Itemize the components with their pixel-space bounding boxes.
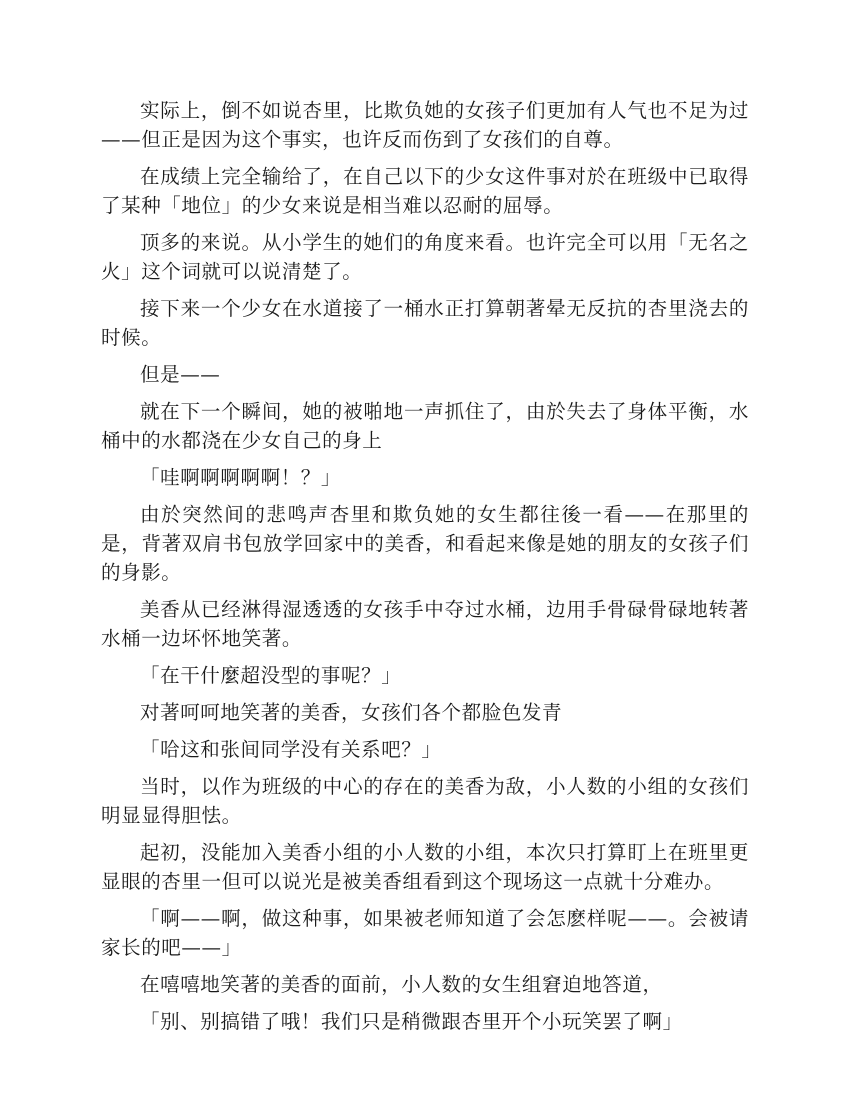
- paragraph: 「哈这和张间同学没有关系吧？」: [140, 738, 442, 761]
- paragraph: 对著呵呵地笑著的美香，女孩们各个都脸色发青: [140, 701, 563, 724]
- paragraph: 实际上，倒不如说杏里，比欺负她的女孩子们更加有人气也不足为过——但正是因为这个事实，也许反而伤到了女孩们的自尊。: [101, 99, 749, 151]
- document-body: [101, 96, 749, 1044]
- paragraph: 当时，以作为班级的中心的存在的美香为敌，小人数的小组的女孩们明显显得胆怯。: [101, 775, 749, 827]
- paragraph: 顶多的来说。从小学生的她们的角度来看。也许完全可以用「无名之火」这个词就可以说清楚了。: [101, 231, 749, 283]
- paragraph: 美香从已经淋得湿透透的女孩手中夺过水桶，边用手骨碌骨碌地转著水桶一边坏怀地笑著。: [101, 598, 749, 650]
- paragraph: 「别、别搞错了哦！我们只是稍微跟杏里开个小玩笑罢了啊」: [140, 1010, 683, 1033]
- paragraph: 在嘻嘻地笑著的美香的面前，小人数的女生组窘迫地答道，: [140, 973, 663, 996]
- paragraph: 「哇啊啊啊啊啊！？」: [140, 466, 342, 489]
- paragraph: 接下来一个少女在水道接了一桶水正打算朝著晕无反抗的杏里浇去的时候。: [101, 297, 749, 349]
- paragraph: 「在干什麼超没型的事呢？」: [140, 664, 402, 687]
- paragraph: 在成绩上完全输给了，在自己以下的少女这件事对於在班级中已取得了某种「地位」的少女来说是相当难以忍耐的屈辱。: [101, 165, 749, 217]
- paragraph: 起初，没能加入美香小组的小人数的小组，本次只打算盯上在班里更显眼的杏里一但可以说光是被美香组看到这个现场这一点就十分难办。: [101, 841, 749, 893]
- paragraph: 但是——: [140, 363, 221, 386]
- paragraph: 就在下一个瞬间，她的被啪地一声抓住了，由於失去了身体平衡，水桶中的水都浇在少女自己的身上: [101, 400, 749, 452]
- paragraph: 由於突然间的悲鸣声杏里和欺负她的女生都往後一看——在那里的是，背著双肩书包放学回家中的美香，和看起来像是她的朋友的女孩子们的身影。: [101, 503, 749, 584]
- paragraph: 「啊——啊，做这种事，如果被老师知道了会怎麽样呢——。会被请家长的吧——」: [101, 907, 749, 959]
